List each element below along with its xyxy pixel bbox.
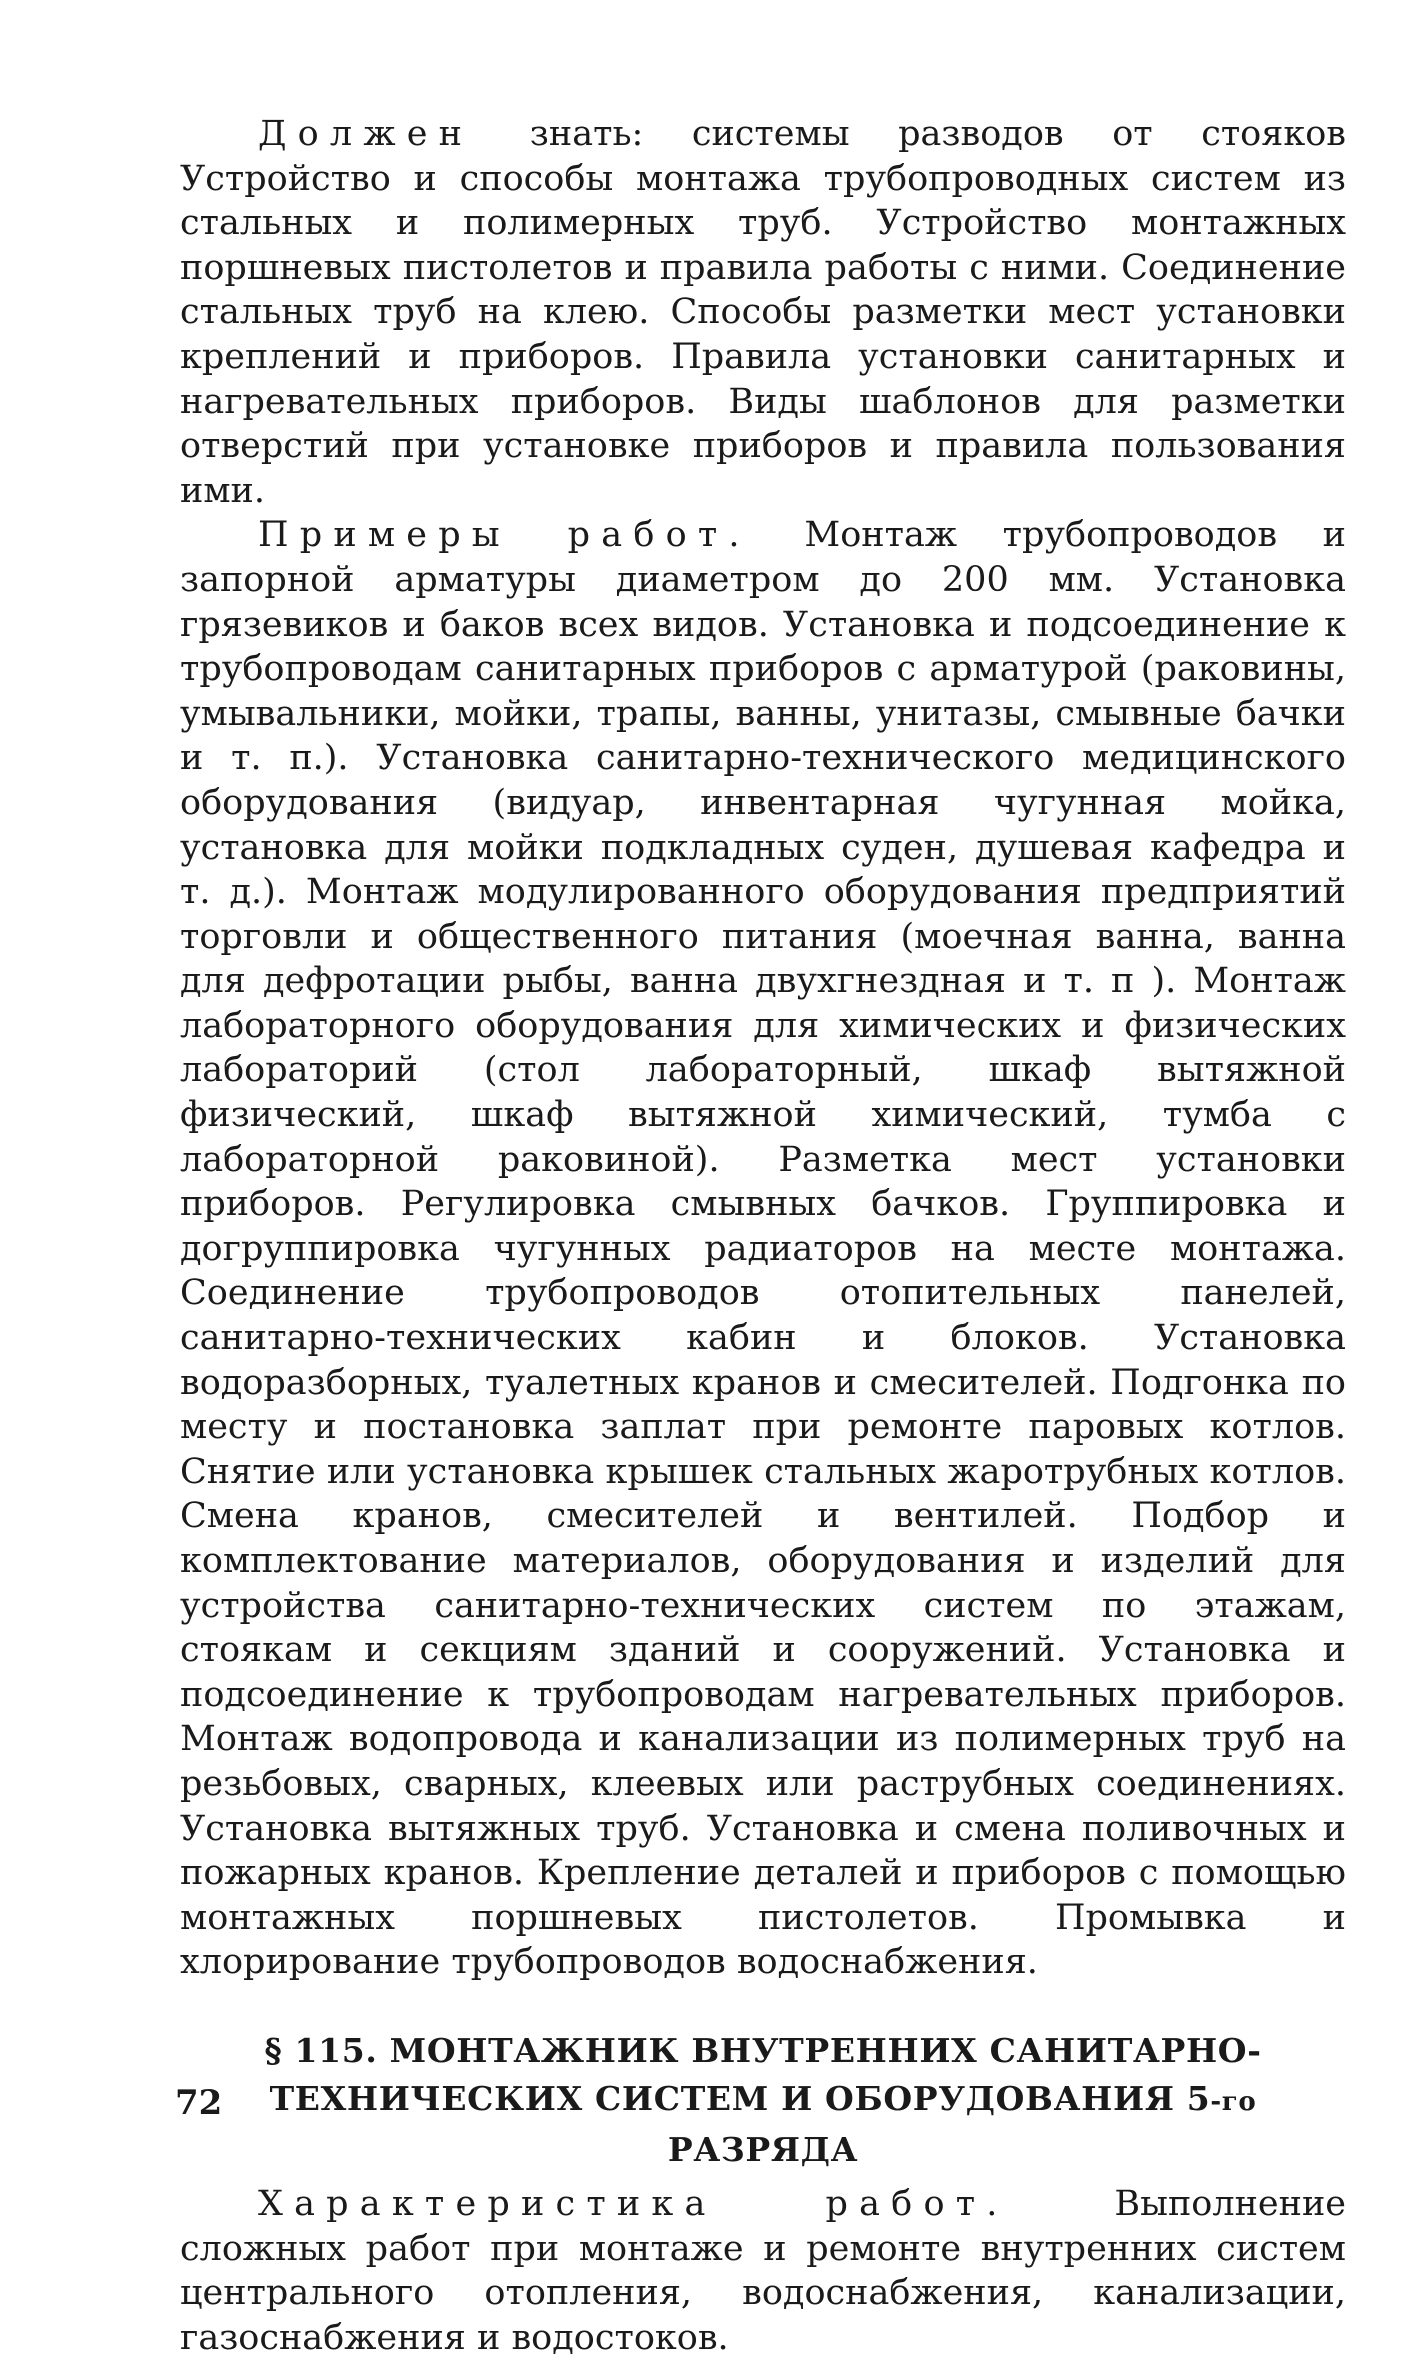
work-examples-paragraph [180,513,1346,1985]
section-heading [180,2027,1346,2174]
characteristic-paragraph [180,2182,1346,2360]
must-know-paragraph [180,112,1346,513]
section-heading-suffix: -го [1210,2086,1257,2117]
page-number: 72 [175,2083,223,2123]
characteristic-label: Характеристика работ. [258,2183,1009,2224]
section-heading-end: РАЗРЯДА [667,2129,859,2169]
work-examples-text: Монтаж трубопроводов и запорной арматуры диаметром до 200 мм. Установка грязевиков и баков всех видов. Установка и подсоединение к трубопроводам санитарных приборов с арматурой (раковины, умывальники, мойки, трапы, ванны, унитазы, смывные бачки и т. п.). Установка санитарно-технического медицинского оборудования (видуар, инвентарная чугунная мойка, установка для мойки подкладных суден, душевая кафедра и т. д.). Монтаж модулированного оборудования предприятий торговли и общественного питания (моечная ванна, ванна для дефротации рыбы, ванна двухгнездная и т. п ). Монтаж лабораторного оборудования для химических и физических лабораторий (стол лабораторный, шкаф вытяжной физический, шкаф вытяжной химический, тумба с лабораторной раковиной). Разметка мест установки приборов. Регулировка смывных бачков. Группировка и догруппировка чугунных радиаторов на месте монтажа. Соединение трубопроводов отопительных панелей, санитарно-технических кабин и блоков. Установка водоразборных, туалетных кранов и смесителей. Подгонка по месту и постановка заплат при ремонте паровых котлов. Снятие или установка крышек стальных жаротрубных котлов. Смена кранов, смесителей и вентилей. Подбор и комплектование материалов, оборудования и изделий для устройства санитарно-технических систем по этажам, стоякам и секциям зданий и сооружений. Установка и подсоединение к трубопроводам нагревательных приборов. Монтаж водопровода и канализации из полимерных труб на резьбовых, сварных, клеевых или раструбных соединениях. Установка вытяжных труб. Установка и смена поливочных и пожарных кранов. Крепление деталей и приборов с помощью монтажных поршневых пистолетов. Промывка и хлорирование трубопроводов водоснабжения. [180,515,1346,1983]
document-page [180,112,1346,2360]
section-heading-line1: § 115. МОНТАЖНИК ВНУТРЕННИХ САНИТАРНО- [264,2030,1262,2070]
must-know-text: знать: системы разводов от стояков Устройство и способы монтажа трубопроводных систем из стальных и полимерных труб. Устройство монтажных поршневых пистолетов и правила работы с ними. Соединение стальных труб на клею. Способы разметки мест установки креплений и приборов. Правила установки санитарных и нагревательных приборов. Виды шаблонов для разметки отверстий при установке приборов и правила пользования ими. [180,114,1346,511]
characteristic-text: Выполнение сложных работ при монтаже и ремонте внутренних систем центрального отопления, водоснабжения, канализации, газоснабжения и водостоков. [180,2183,1346,2358]
must-know-label: Должен [258,114,474,154]
section-heading-line2: ТЕХНИЧЕСКИХ СИСТЕМ И ОБОРУДОВАНИЯ 5 [269,2078,1211,2118]
work-examples-label: Примеры работ. [258,515,751,556]
